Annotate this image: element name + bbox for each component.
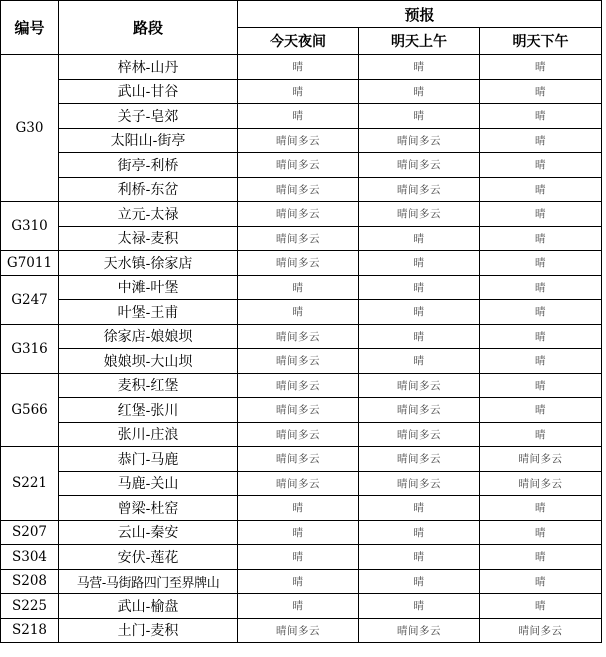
forecast-tonight-cell: 晴间多云 — [238, 471, 359, 496]
forecast-tomorrow-morning-cell: 晴间多云 — [359, 202, 480, 227]
forecast-tomorrow-afternoon-cell: 晴 — [480, 496, 602, 521]
forecast-tomorrow-morning-cell: 晴间多云 — [359, 177, 480, 202]
forecast-tomorrow-morning-cell: 晴 — [359, 226, 480, 251]
road-segment-cell: 土门-麦积 — [59, 618, 238, 643]
header-code: 编号 — [1, 1, 59, 55]
road-segment-cell: 天水镇-徐家店 — [59, 251, 238, 276]
road-code-cell: S208 — [1, 569, 59, 594]
forecast-tomorrow-afternoon-cell: 晴 — [480, 55, 602, 80]
road-segment-cell: 武山-榆盘 — [59, 594, 238, 619]
road-code-cell: S221 — [1, 447, 59, 521]
road-code-cell: S207 — [1, 520, 59, 545]
road-code-cell: S218 — [1, 618, 59, 643]
table-row — [1, 520, 602, 545]
forecast-tonight-cell: 晴间多云 — [238, 373, 359, 398]
road-segment-cell: 曾梁-杜窑 — [59, 496, 238, 521]
forecast-tonight-cell: 晴 — [238, 79, 359, 104]
forecast-tonight-cell: 晴 — [238, 545, 359, 570]
forecast-tomorrow-morning-cell: 晴 — [359, 594, 480, 619]
forecast-tomorrow-afternoon-cell: 晴 — [480, 300, 602, 325]
forecast-tomorrow-morning-cell: 晴 — [359, 251, 480, 276]
forecast-tonight-cell: 晴间多云 — [238, 618, 359, 643]
forecast-tomorrow-morning-cell: 晴 — [359, 545, 480, 570]
forecast-tomorrow-afternoon-cell: 晴间多云 — [480, 447, 602, 472]
forecast-tomorrow-afternoon-cell: 晴 — [480, 594, 602, 619]
road-segment-cell: 叶堡-王甫 — [59, 300, 238, 325]
table-row — [1, 569, 602, 594]
table-row — [1, 398, 602, 423]
forecast-tomorrow-afternoon-cell: 晴 — [480, 104, 602, 129]
forecast-tomorrow-morning-cell: 晴间多云 — [359, 128, 480, 153]
road-segment-cell: 太阳山-街亭 — [59, 128, 238, 153]
forecast-tomorrow-afternoon-cell: 晴 — [480, 349, 602, 374]
road-code-cell: S304 — [1, 545, 59, 570]
road-code-cell: G310 — [1, 202, 59, 251]
forecast-tomorrow-afternoon-cell: 晴 — [480, 422, 602, 447]
forecast-tonight-cell: 晴间多云 — [238, 349, 359, 374]
forecast-tomorrow-morning-cell: 晴 — [359, 55, 480, 80]
road-code-cell: G30 — [1, 55, 59, 202]
forecast-tomorrow-afternoon-cell: 晴间多云 — [480, 618, 602, 643]
table-row — [1, 55, 602, 80]
header-segment: 路段 — [59, 1, 238, 55]
forecast-tonight-cell: 晴 — [238, 520, 359, 545]
forecast-tomorrow-afternoon-cell: 晴 — [480, 398, 602, 423]
road-segment-cell: 武山-甘谷 — [59, 79, 238, 104]
forecast-tomorrow-morning-cell: 晴 — [359, 569, 480, 594]
forecast-tomorrow-afternoon-cell: 晴 — [480, 251, 602, 276]
forecast-tonight-cell: 晴 — [238, 104, 359, 129]
road-segment-cell: 云山-秦安 — [59, 520, 238, 545]
table-row — [1, 496, 602, 521]
table-row — [1, 471, 602, 496]
forecast-tonight-cell: 晴 — [238, 496, 359, 521]
table-row — [1, 275, 602, 300]
forecast-tomorrow-morning-cell: 晴 — [359, 349, 480, 374]
road-segment-cell: 利桥-东岔 — [59, 177, 238, 202]
forecast-tonight-cell: 晴间多云 — [238, 398, 359, 423]
table-row — [1, 422, 602, 447]
road-code-cell: G566 — [1, 373, 59, 447]
forecast-tomorrow-afternoon-cell: 晴 — [480, 202, 602, 227]
forecast-tomorrow-morning-cell: 晴 — [359, 324, 480, 349]
forecast-tomorrow-morning-cell: 晴 — [359, 104, 480, 129]
table-row — [1, 594, 602, 619]
forecast-tomorrow-afternoon-cell: 晴 — [480, 373, 602, 398]
table-row — [1, 79, 602, 104]
forecast-tomorrow-afternoon-cell: 晴 — [480, 153, 602, 178]
forecast-tomorrow-afternoon-cell: 晴 — [480, 569, 602, 594]
road-segment-cell: 徐家店-娘娘坝 — [59, 324, 238, 349]
forecast-tonight-cell: 晴 — [238, 275, 359, 300]
forecast-tomorrow-afternoon-cell: 晴 — [480, 226, 602, 251]
forecast-tomorrow-afternoon-cell: 晴 — [480, 128, 602, 153]
forecast-tonight-cell: 晴间多云 — [238, 202, 359, 227]
table-row — [1, 618, 602, 643]
forecast-tonight-cell: 晴间多云 — [238, 153, 359, 178]
forecast-tomorrow-morning-cell: 晴间多云 — [359, 447, 480, 472]
forecast-tomorrow-afternoon-cell: 晴 — [480, 79, 602, 104]
table-row — [1, 324, 602, 349]
road-segment-cell: 安伏-莲花 — [59, 545, 238, 570]
table-row — [1, 202, 602, 227]
forecast-tomorrow-morning-cell: 晴间多云 — [359, 398, 480, 423]
forecast-tomorrow-afternoon-cell: 晴 — [480, 324, 602, 349]
table-body — [1, 55, 602, 643]
forecast-tomorrow-afternoon-cell: 晴 — [480, 177, 602, 202]
forecast-tonight-cell: 晴 — [238, 300, 359, 325]
table-row — [1, 349, 602, 374]
road-segment-cell: 红堡-张川 — [59, 398, 238, 423]
forecast-tonight-cell: 晴 — [238, 594, 359, 619]
forecast-tomorrow-morning-cell: 晴 — [359, 520, 480, 545]
header-forecast: 预报 — [238, 1, 602, 28]
forecast-tonight-cell: 晴 — [238, 569, 359, 594]
forecast-tonight-cell: 晴间多云 — [238, 128, 359, 153]
forecast-tonight-cell: 晴间多云 — [238, 177, 359, 202]
forecast-tonight-cell: 晴间多云 — [238, 226, 359, 251]
road-segment-cell: 梓林-山丹 — [59, 55, 238, 80]
forecast-tomorrow-morning-cell: 晴 — [359, 275, 480, 300]
forecast-tonight-cell: 晴间多云 — [238, 324, 359, 349]
road-segment-cell: 麦积-红堡 — [59, 373, 238, 398]
table-row — [1, 447, 602, 472]
table-row — [1, 177, 602, 202]
forecast-tomorrow-morning-cell: 晴间多云 — [359, 422, 480, 447]
table-row — [1, 104, 602, 129]
table-row — [1, 226, 602, 251]
header-period-tonight: 今天夜间 — [238, 28, 359, 55]
road-code-cell: S225 — [1, 594, 59, 619]
road-segment-cell: 中滩-叶堡 — [59, 275, 238, 300]
forecast-tonight-cell: 晴 — [238, 55, 359, 80]
forecast-tonight-cell: 晴间多云 — [238, 447, 359, 472]
road-segment-cell: 张川-庄浪 — [59, 422, 238, 447]
road-segment-cell: 马鹿-关山 — [59, 471, 238, 496]
table-row — [1, 153, 602, 178]
header-period-tomorrow-afternoon: 明天下午 — [480, 28, 602, 55]
forecast-tomorrow-afternoon-cell: 晴间多云 — [480, 471, 602, 496]
road-segment-cell: 街亭-利桥 — [59, 153, 238, 178]
table-row — [1, 373, 602, 398]
forecast-tomorrow-morning-cell: 晴 — [359, 496, 480, 521]
road-segment-cell: 恭门-马鹿 — [59, 447, 238, 472]
forecast-tomorrow-morning-cell: 晴 — [359, 300, 480, 325]
table-header — [1, 1, 602, 55]
table-row — [1, 128, 602, 153]
forecast-tomorrow-morning-cell: 晴 — [359, 79, 480, 104]
forecast-tonight-cell: 晴间多云 — [238, 422, 359, 447]
table-row — [1, 251, 602, 276]
road-code-cell: G316 — [1, 324, 59, 373]
forecast-tomorrow-afternoon-cell: 晴 — [480, 520, 602, 545]
road-segment-cell: 关子-皂郊 — [59, 104, 238, 129]
road-segment-cell: 马营-马街路四门至界牌山 — [59, 569, 238, 594]
road-segment-cell: 太禄-麦积 — [59, 226, 238, 251]
forecast-tomorrow-morning-cell: 晴间多云 — [359, 471, 480, 496]
forecast-tomorrow-morning-cell: 晴间多云 — [359, 618, 480, 643]
forecast-tomorrow-morning-cell: 晴间多云 — [359, 373, 480, 398]
table-row — [1, 300, 602, 325]
forecast-tonight-cell: 晴间多云 — [238, 251, 359, 276]
header-period-tomorrow-morning: 明天上午 — [359, 28, 480, 55]
road-code-cell: G247 — [1, 275, 59, 324]
road-segment-cell: 娘娘坝-大山坝 — [59, 349, 238, 374]
forecast-tomorrow-afternoon-cell: 晴 — [480, 275, 602, 300]
road-segment-cell: 立元-太禄 — [59, 202, 238, 227]
forecast-tomorrow-morning-cell: 晴间多云 — [359, 153, 480, 178]
table-row — [1, 545, 602, 570]
road-code-cell: G7011 — [1, 251, 59, 276]
forecast-tomorrow-afternoon-cell: 晴 — [480, 545, 602, 570]
